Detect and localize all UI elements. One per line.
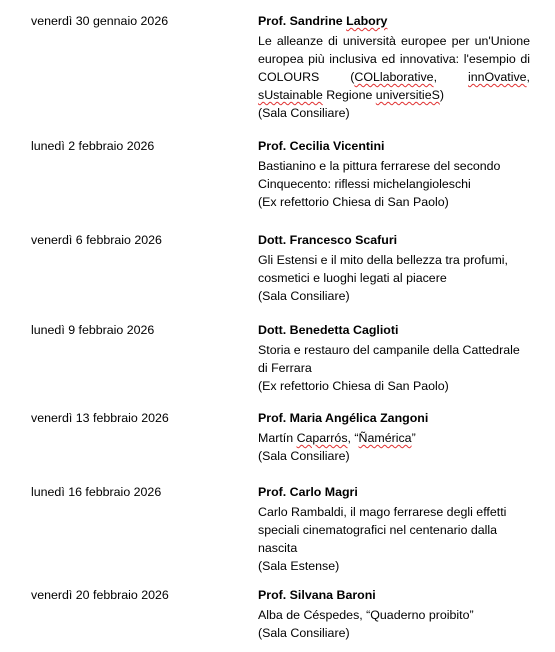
event-speaker bbox=[258, 12, 530, 30]
event-venue: (Sala Consiliare) bbox=[258, 626, 350, 640]
event-speaker: Prof. Carlo Magri bbox=[258, 485, 358, 499]
event-details bbox=[258, 586, 530, 642]
event-venue: (Ex refettorio Chiesa di San Paolo) bbox=[258, 379, 449, 393]
event-speaker: Prof. Silvana Baroni bbox=[258, 588, 376, 602]
event-title: Carlo Rambaldi, il mago ferrarese degli effetti speciali cinematografici nel centenario dalla nascita bbox=[258, 505, 507, 555]
event-speaker: Dott. Benedetta Caglioti bbox=[258, 323, 399, 337]
event-title: Bastianino e la pittura ferrarese del secondo Cinquecento: riflessi michelangioleschi bbox=[258, 159, 501, 191]
event-date: lunedì 2 febbraio 2026 bbox=[31, 139, 155, 153]
event-venue: (Sala Consiliare) bbox=[258, 289, 350, 303]
event-date: venerdì 30 gennaio 2026 bbox=[31, 14, 169, 28]
event-venue: (Sala Consiliare) bbox=[258, 449, 350, 463]
event-venue: (Sala Consiliare) bbox=[258, 106, 350, 120]
event-details bbox=[258, 483, 530, 575]
event-speaker: Dott. Francesco Scafuri bbox=[258, 233, 398, 247]
event-details bbox=[258, 231, 530, 305]
event-title: Storia e restauro del campanile della Cattedrale di Ferrara bbox=[258, 343, 520, 375]
speaker-surname-flagged: Labory bbox=[346, 14, 388, 28]
event-details bbox=[258, 12, 530, 122]
event-date: venerdì 20 febbraio 2026 bbox=[31, 588, 169, 602]
event-speaker: Prof. Maria Angélica Zangoni bbox=[258, 411, 429, 425]
event-venue: (Ex refettorio Chiesa di San Paolo) bbox=[258, 195, 449, 209]
event-details bbox=[258, 321, 530, 395]
event-title: Gli Estensi e il mito della bellezza tra profumi, cosmetici e luoghi legati al piacere bbox=[258, 253, 508, 285]
event-title: Martín Caparrós, “Ñamérica” bbox=[258, 431, 416, 445]
event-details bbox=[258, 137, 530, 211]
event-speaker: Prof. Cecilia Vicentini bbox=[258, 139, 385, 153]
event-details bbox=[258, 409, 530, 465]
event-title: Le alleanze di università europee per un'Unione europea più inclusiva ed innovativa: l'esempio di COLOURS (COLlaborative, innOvative, sUstainable Regione universitieS) bbox=[258, 34, 530, 102]
event-venue: (Sala Estense) bbox=[258, 559, 340, 573]
event-title: Alba de Céspedes, “Quaderno proibito” bbox=[258, 608, 474, 622]
speaker-name: Prof. Sandrine bbox=[258, 14, 347, 28]
event-date: lunedì 9 febbraio 2026 bbox=[31, 323, 155, 337]
event-date: venerdì 13 febbraio 2026 bbox=[31, 411, 169, 425]
event-date: lunedì 16 febbraio 2026 bbox=[31, 485, 162, 499]
event-date: venerdì 6 febbraio 2026 bbox=[31, 233, 162, 247]
